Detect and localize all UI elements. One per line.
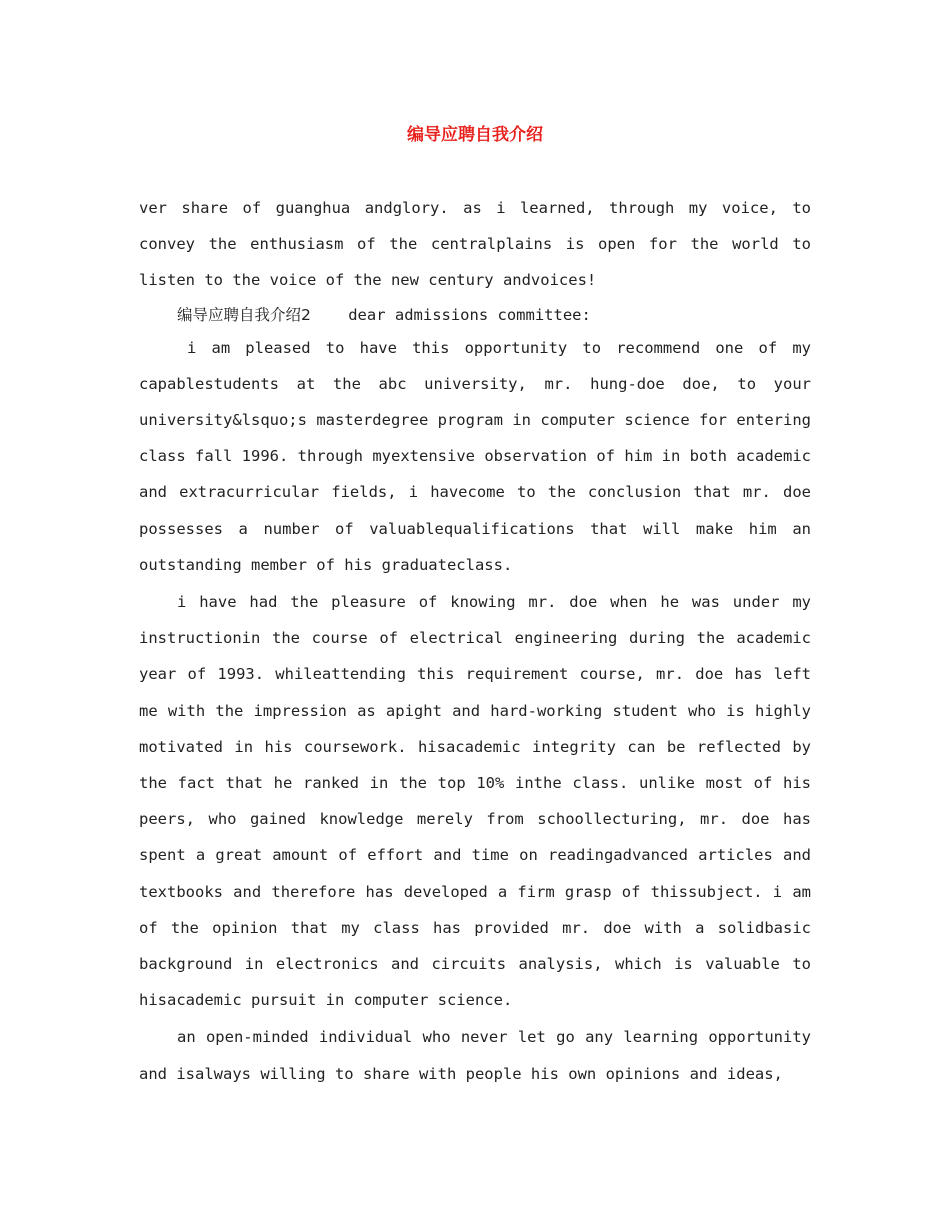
paragraph-3: i have had the pleasure of knowing mr. doe when he was under my instructionin the course of electrical engineering during the academic year of 1993. whileattending this requirement course, mr. doe has left me with the impression as apight and hard-working student who is highly motivated in his coursework. hisacademic integrity can be reflected by the fact that he ranked in the top 10% inthe class. unlike most of his peers, who gained knowledge merely from schoollecturing, mr. doe has spent a great amount of effort and time on readingadvanced articles and textbooks and therefore has developed a firm grasp of thissubject. i am of the opinion that my class has provided mr. doe with a solidbasic background in electronics and circuits analysis, which is valuable to hisacademic pursuit in computer science.	[139, 593, 811, 1010]
section-greeting: dear admissions committee:	[348, 305, 591, 324]
section-heading: 编导应聘自我介绍2	[177, 305, 311, 324]
paragraph-4: an open-minded individual who never let go any learning opportunity and isalways willing to share with people his own opinions and ideas,	[139, 1028, 811, 1083]
document-body	[139, 190, 811, 1093]
paragraph-2: i am pleased to have this opportunity to recommend one of my capablestudents at the abc university, mr. hung-doe doe, to your university&lsquo;s masterdegree program in computer science for entering class fall 1996. through myextensive observation of him in both academic and extracurricular fields, i havecome to the conclusion that mr. doe possesses a number of valuablequalifications that will make him an outstanding member of his graduateclass.	[139, 338, 811, 574]
paragraph-1: ver share of guanghua andglory. as i learned, through my voice, to convey the enthusiasm of the centralplains is open for the world to listen to the voice of the new century andvoices!	[139, 199, 811, 290]
section-heading-line	[139, 300, 811, 330]
document-title: 编导应聘自我介绍	[407, 125, 543, 145]
